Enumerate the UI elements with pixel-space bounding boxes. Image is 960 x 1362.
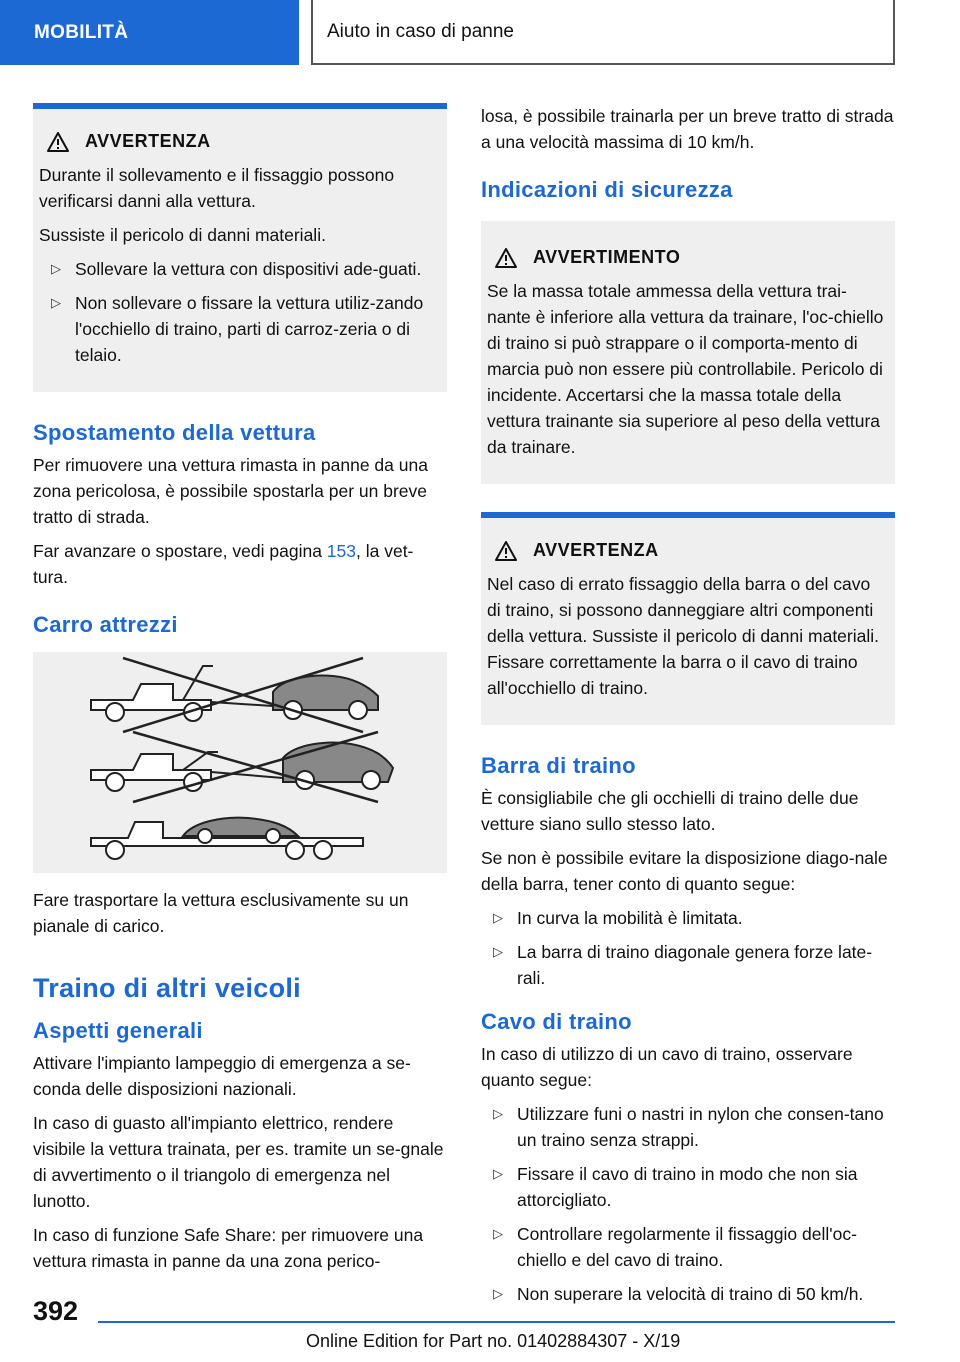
- triangle-bullet-icon: ▷: [493, 1226, 503, 1241]
- footer-divider: [98, 1321, 895, 1323]
- list-item: [39, 256, 439, 282]
- paragraph: [33, 538, 447, 590]
- list-item-text: Non sollevare o fissare la vettura utiliz-zando l'occhiello di traino, parti di carroz-zeria o di telaio.: [75, 293, 424, 365]
- list-item-text: Non superare la velocità di traino di 50 km/h.: [517, 1284, 864, 1304]
- warning-text: Nel caso di errato fissaggio della barra o del cavo di traino, si possono danneggiare altri componenti della vettura. Sussiste il pericolo di danni materiali. Fissare correttamente la barra o il cavo di traino all'occhiello di traino.: [487, 574, 879, 698]
- paragraph-text: Far avanzare o spostare, vedi pagina: [33, 541, 327, 561]
- paragraph: Fare trasportare la vettura esclusivamente su un pianale di carico.: [33, 890, 409, 936]
- section-heading: Cavo di traino: [481, 1009, 632, 1034]
- paragraph: In caso di guasto all'impianto elettrico, rendere visibile la vettura trainata, per es. tramite un se-gnale di avvertimento o il triangolo di emergenza nel lunotto.: [33, 1113, 444, 1211]
- warning-text: Sussiste il pericolo di danni materiali.: [39, 225, 326, 245]
- triangle-bullet-icon: ▷: [493, 1286, 503, 1301]
- chapter-title: [311, 0, 895, 65]
- section-heading: Barra di traino: [481, 753, 636, 778]
- list-item-text: La barra di traino diagonale genera forze late-rali.: [517, 942, 873, 988]
- list-item-text: In curva la mobilità è limitata.: [517, 908, 743, 928]
- section-heading: Indicazioni di sicurezza: [481, 177, 733, 202]
- warning-triangle-icon: [495, 248, 517, 268]
- left-column: [33, 103, 447, 1282]
- triangle-bullet-icon: ▷: [493, 1106, 503, 1121]
- list-item-text: Controllare regolarmente il fissaggio dell'oc-chiello e del cavo di traino.: [517, 1224, 857, 1270]
- list-item: [481, 1161, 895, 1213]
- section-tab[interactable]: MOBILITÀ: [0, 0, 299, 65]
- paragraph: È consigliabile che gli occhielli di traino delle due vetture siano sullo stesso lato.: [481, 788, 859, 834]
- warning-title: [47, 131, 439, 152]
- page-number: 392: [33, 1296, 79, 1326]
- warning-box-3: [481, 512, 895, 725]
- paragraph: losa, è possibile trainarla per un breve tratto di strada a una velocità massima di 10 km/h.: [481, 106, 894, 152]
- warning-title: [495, 540, 887, 561]
- warning-box-1: [33, 103, 447, 392]
- warning-title-text: AVVERTENZA: [85, 131, 211, 151]
- list-item-text: Sollevare la vettura con dispositivi ade-guati.: [75, 259, 422, 279]
- section-heading: Carro attrezzi: [33, 612, 178, 637]
- paragraph: Se non è possibile evitare la disposizione diago-nale della barra, tener conto di quanto segue:: [481, 848, 888, 894]
- list-item: [481, 1281, 895, 1307]
- paragraph: Attivare l'impianto lampeggio di emergenza a se-conda delle disposizioni nazionali.: [33, 1053, 411, 1099]
- list-item: [481, 939, 895, 991]
- edition-note: Online Edition for Part no. 01402884307 - X/19: [306, 1331, 681, 1351]
- page-link[interactable]: 153: [326, 541, 356, 561]
- warning-text: Durante il sollevamento e il fissaggio possono verificarsi danni alla vettura.: [39, 165, 395, 211]
- chapter-heading: Traino di altri veicoli: [33, 973, 301, 1003]
- right-column: [481, 103, 895, 1315]
- paragraph-text: , la vet-tura.: [33, 541, 414, 587]
- list-item-text: Fissare il cavo di traino in modo che non sia attorcigliato.: [517, 1164, 858, 1210]
- warning-triangle-icon: [47, 132, 69, 152]
- warning-title-text: AVVERTIMENTO: [533, 247, 681, 267]
- list-item: [481, 1221, 895, 1273]
- triangle-bullet-icon: ▷: [493, 910, 503, 925]
- paragraph: In caso di funzione Safe Share: per rimuovere una vettura rimasta in panne da una zona perico-: [33, 1225, 424, 1271]
- triangle-bullet-icon: ▷: [493, 944, 503, 959]
- warning-text: Se la massa totale ammessa della vettura trai-nante è inferiore alla vettura da trainare, l'oc-chiello di traino si può strappare o il comporta-mento di marcia può non essere più controllabile. Pericolo di incidente. Accertarsi che la massa totale della vettura trainante sia superiore al peso della vettura da trainare.: [487, 281, 884, 457]
- list-item: [39, 290, 439, 368]
- warning-title-text: AVVERTENZA: [533, 540, 659, 560]
- list-item-text: Utilizzare funi o nastri in nylon che consen-tano un traino senza strappi.: [517, 1104, 884, 1150]
- section-heading: Spostamento della vettura: [33, 420, 316, 445]
- paragraph: Per rimuovere una vettura rimasta in panne da una zona pericolosa, è possibile spostarla per un breve tratto di strada.: [33, 455, 428, 527]
- tow-truck-illustration: [33, 652, 447, 873]
- paragraph: In caso di utilizzo di un cavo di traino, osservare quanto segue:: [481, 1044, 853, 1090]
- list-item: [481, 905, 895, 931]
- warning-box-2: [481, 221, 895, 484]
- chapter-title-text: Aiuto in caso di panne: [327, 20, 514, 42]
- list-item: [481, 1101, 895, 1153]
- triangle-bullet-icon: ▷: [51, 295, 61, 310]
- warning-title: [495, 247, 887, 268]
- triangle-bullet-icon: ▷: [493, 1166, 503, 1181]
- triangle-bullet-icon: ▷: [51, 261, 61, 276]
- section-heading: Aspetti generali: [33, 1018, 203, 1043]
- tow-truck-diagram: [33, 652, 447, 873]
- warning-triangle-icon: [495, 541, 517, 561]
